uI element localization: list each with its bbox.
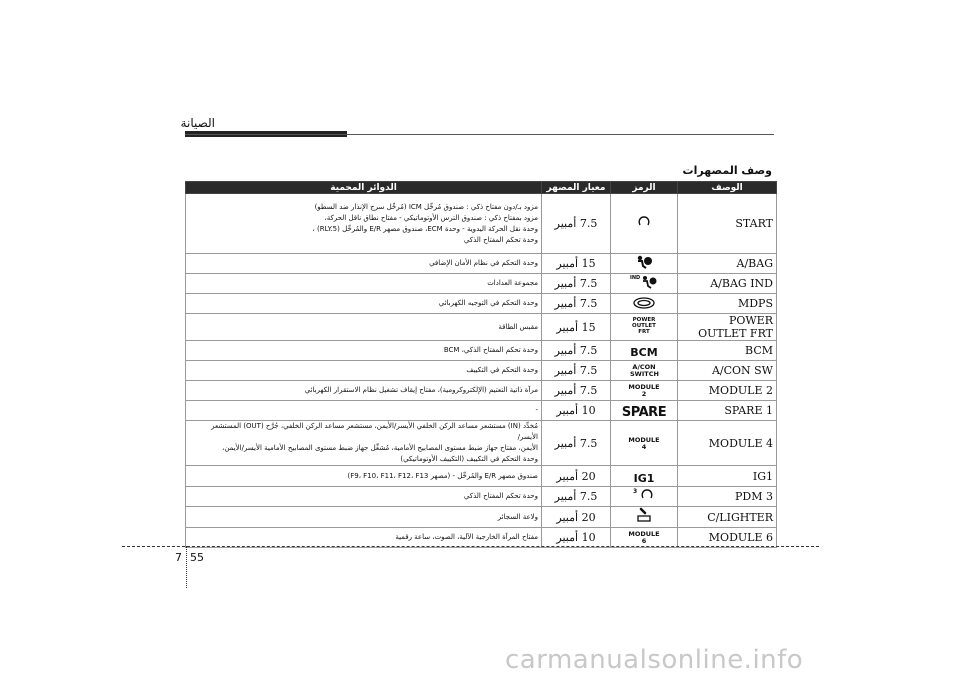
module-2-label: MODULE 2: [628, 383, 660, 398]
key-3-text: 3: [633, 488, 638, 495]
symbol-cell: [611, 294, 678, 314]
rating-cell: 7.5 أمبير: [542, 421, 611, 466]
circuit-cell: [186, 421, 542, 466]
rating-cell: 15 أمبير: [542, 254, 611, 274]
rating-cell: 7.5 أمبير: [542, 341, 611, 361]
symbol-cell: [611, 314, 678, 341]
circuit-cell: مقبس الطاقة: [186, 314, 542, 341]
rating-cell: 7.5 أمبير: [542, 194, 611, 254]
fuse-name-cell: A/CON SW: [678, 361, 777, 381]
circuit-line: وحدة التحكم في التكييف (التكييف الأوتوماتيكي): [400, 455, 538, 463]
table-row: [186, 361, 777, 381]
footer-divider: [186, 546, 187, 588]
mdps-icon: [633, 297, 655, 309]
rating-cell: 10 أمبير: [542, 401, 611, 421]
fuse-name-cell: MDPS: [678, 294, 777, 314]
circuit-line: الأيمن، مفتاح جهاز ضبط مستوى المصابيح الأمامية، مُشغِّل جهاز ضبط مستوى المصابيح الأمامية الأيسر/الأيمن،: [222, 444, 538, 452]
fuse-name-cell: A/BAG: [678, 254, 777, 274]
table-row: [186, 341, 777, 361]
table-row: [186, 381, 777, 401]
circuit-cell: وحدة التحكم في التوجيه الكهربائي: [186, 294, 542, 314]
symbol-cell: [611, 466, 678, 487]
table-row: [186, 507, 777, 528]
circuit-cell: [186, 194, 542, 254]
fuse-name-cell: START: [678, 194, 777, 254]
table-title: وصف المصهرات: [682, 164, 772, 177]
airbag-indicator-icon: [630, 275, 658, 289]
fuse-name-cell: BCM: [678, 341, 777, 361]
circuit-line: مُخدِّد (IN) مستشعر مساعد الركن الخلفي الأيسر/الأيمن، مستشعر مساعد الركن الخلفي، جُرَّح (OUT) المستشعر الأيسر/: [211, 422, 538, 441]
fuse-name-cell: MODULE 4: [678, 421, 777, 466]
circuit-cell: وحدة تحكم المفتاح الذكي: [186, 487, 542, 507]
fuse-name-cell: A/BAG IND: [678, 274, 777, 294]
column-header-rating: معيار المصهر: [542, 182, 611, 194]
fuse-table: [185, 181, 777, 548]
symbol-cell: [611, 194, 678, 254]
watermark: carmanualsonline.info: [505, 645, 804, 675]
column-header-symbol: الرمز: [611, 182, 678, 194]
footer-rule: [122, 546, 819, 547]
symbol-cell: [611, 507, 678, 528]
airbag-indicator-text: IND: [630, 275, 641, 281]
circuit-cell: وحدة تحكم المفتاح الذكي، BCM: [186, 341, 542, 361]
symbol-cell: [611, 341, 678, 361]
circuit-cell: ولاعة السجائر: [186, 507, 542, 528]
table-row: [186, 294, 777, 314]
table-row: [186, 274, 777, 294]
circuit-cell: -: [186, 401, 542, 421]
symbol-cell: [611, 361, 678, 381]
fuse-name-cell: IG1: [678, 466, 777, 487]
fuse-name-cell: PDM 3: [678, 487, 777, 507]
section-title: الصيانة: [180, 116, 215, 130]
fuse-name-cell: MODULE 2: [678, 381, 777, 401]
cigarette-lighter-icon: [636, 507, 652, 523]
circuit-line: وحدة نقل الحركة اليدوية - وحدة ECM، صندوق مصهر E/R والمُرحِّل (RLY.5) ،: [312, 224, 538, 233]
circuit-cell: مرآة ذاتية التعتيم (الإلكتروكرومية)، مفتاح إيقاف تشغيل نظام الاستقرار الكهربائي: [186, 381, 542, 401]
header-rule: [185, 134, 774, 135]
table-row: [186, 314, 777, 341]
acon-switch-label: A/CON SWITCH: [630, 363, 659, 378]
rating-cell: 10 أمبير: [542, 528, 611, 548]
table-row: [186, 254, 777, 274]
circuit-cell: وحدة التحكم في نظام الأمان الإضافي: [186, 254, 542, 274]
rating-cell: 7.5 أمبير: [542, 274, 611, 294]
circuit-cell: مجموعة العدادات: [186, 274, 542, 294]
table-row: [186, 528, 777, 548]
circuit-line: مزود بمفتاح ذكي : صندوق الترس الأوتوماتيكي - مفتاح نطاق ناقل الحركة،: [324, 213, 538, 222]
module-6-label: MODULE 6: [628, 530, 660, 545]
rating-cell: 15 أمبير: [542, 314, 611, 341]
key-3-icon: [633, 488, 655, 502]
table-row: [186, 421, 777, 466]
fuse-name-cell: SPARE 1: [678, 401, 777, 421]
power-outlet-label: POWER OUTLET FRT: [632, 317, 656, 335]
rating-cell: 20 أمبير: [542, 507, 611, 528]
ig1-label: IG1: [633, 471, 655, 485]
table-row: [186, 401, 777, 421]
symbol-cell: [611, 528, 678, 548]
circuit-cell: مفتاح المرآة الخارجية الآلية، الصوت، ساعة رقمية: [186, 528, 542, 548]
symbol-cell: [611, 401, 678, 421]
chapter-number: 7: [175, 551, 182, 564]
rating-cell: 7.5 أمبير: [542, 294, 611, 314]
table-row: [186, 487, 777, 507]
rating-cell: 7.5 أمبير: [542, 361, 611, 381]
fuse-name-cell: POWER OUTLET FRT: [678, 314, 777, 341]
fuse-name-cell: C/LIGHTER: [678, 507, 777, 528]
airbag-icon: [634, 255, 654, 269]
circuit-cell: وحدة التحكم في التكييف: [186, 361, 542, 381]
fuse-name-cell: MODULE 6: [678, 528, 777, 548]
table-row: [186, 466, 777, 487]
key-icon: [637, 215, 651, 229]
bcm-label: BCM: [630, 346, 658, 359]
circuit-line: مزود بـ/دون مفتاح ذكي : صندوق مُرحِّل ICM (مُرحِّل سرج الإنذار ضد السطو): [314, 202, 538, 211]
symbol-cell: [611, 254, 678, 274]
table-header-row: [186, 182, 777, 194]
circuit-line: وحدة تحكم المفتاح الذكي: [463, 235, 538, 244]
column-header-name: الوصف: [678, 182, 777, 194]
column-header-circuit: الدوائر المحمية: [186, 182, 542, 194]
circuit-cell: صندوق مصهر E/R والمُرحِّل - (مصهر F9، F10، F11، F12، F13): [186, 466, 542, 487]
module-4-label: MODULE 4: [628, 435, 660, 451]
symbol-cell: [611, 274, 678, 294]
rating-cell: 7.5 أمبير: [542, 381, 611, 401]
rating-cell: 20 أمبير: [542, 466, 611, 487]
symbol-cell: [611, 421, 678, 466]
symbol-cell: [611, 381, 678, 401]
page-number: 55: [190, 551, 204, 564]
symbol-cell: [611, 487, 678, 507]
table-row: [186, 194, 777, 254]
spare-label: SPARE: [621, 405, 667, 420]
rating-cell: 7.5 أمبير: [542, 487, 611, 507]
